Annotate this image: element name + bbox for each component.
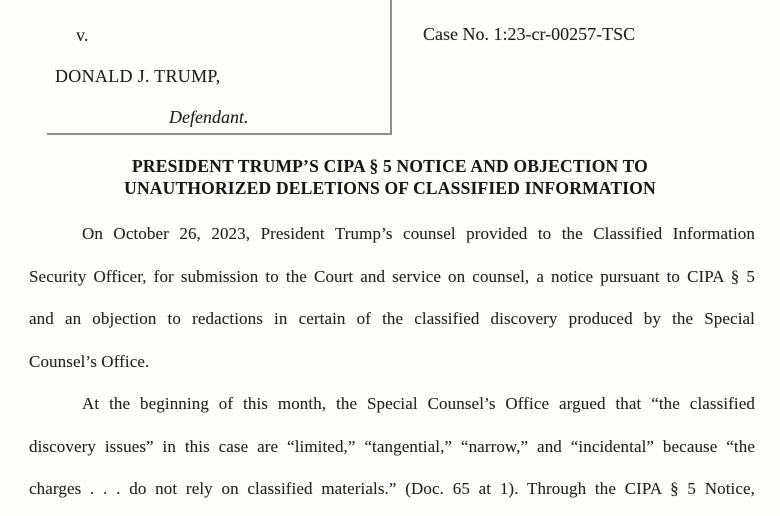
- body-paragraph-1-line-1: On October 26, 2023, President Trump’s counsel provided to the Classified Information: [82, 224, 755, 243]
- case-number: Case No. 1:23-cr-00257-TSC: [423, 24, 636, 44]
- body-paragraph-2-line-1: At the beginning of this month, the Special Counsel’s Office argued that “the classified: [82, 394, 755, 413]
- defendant-name: DONALD J. TRUMP,: [55, 66, 221, 86]
- body-paragraph-2-line-3: charges . . . do not rely on classified materials.” (Doc. 65 at 1). Through the CIPA § 5 Notice,: [29, 479, 755, 498]
- body-paragraph-2-line-2: discovery issues” in this case are “limited,” “tangential,” “narrow,” and “incidental” because “the: [29, 436, 755, 456]
- defendant-role-label: Defendant.: [169, 107, 249, 127]
- body-paragraph-1-line-4: Counsel’s Office.: [29, 351, 150, 371]
- versus-label: v.: [76, 25, 89, 45]
- body-paragraph-1-line-2: Security Officer, for submission to the Court and service on counsel, a notice pursuant to CIPA § 5: [29, 266, 755, 286]
- document-title-line-2: UNAUTHORIZED DELETIONS OF CLASSIFIED INFORMATION: [124, 177, 656, 198]
- document-title-line-1: PRESIDENT TRUMP’S CIPA § 5 NOTICE AND OBJECTION TO: [132, 156, 648, 176]
- document-body: [29, 213, 755, 511]
- document-title: [30, 156, 750, 199]
- body-paragraph-1-line-3: and an objection to redactions in certain of the classified discovery produced by the Special: [29, 309, 755, 328]
